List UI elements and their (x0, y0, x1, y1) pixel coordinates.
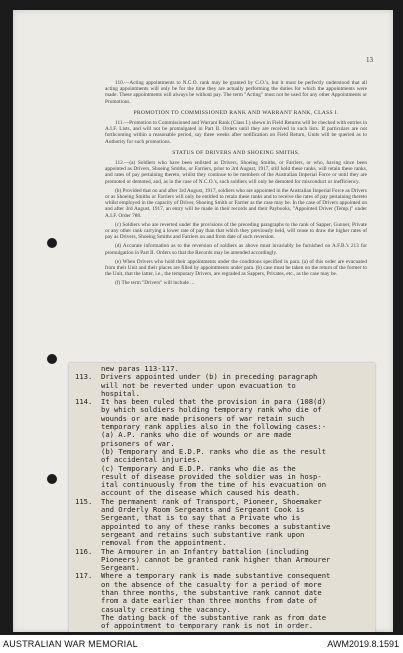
typed-line-number (75, 514, 101, 522)
typed-line-number: 116. (75, 546, 93, 556)
typed-line-text: account of the disease which caused his death. (101, 489, 301, 498)
typed-line-text: Pioneers) cannot be granted rank higher than Armourer (101, 555, 331, 564)
punch-hole-icon (47, 238, 57, 248)
typed-line-text: It has been ruled that the provision in para (108(d) (101, 398, 327, 407)
typed-line-text: ital continuously from the time of his evacuation on (101, 481, 327, 490)
typed-line-number (75, 423, 101, 431)
typed-line (75, 465, 369, 473)
paragraph-111: 111.—Promotion to Commissioned and Warrant Rank (Class I.) shewn in Field Returns will be checked with entries in A.I.F. Lists, and will not be promulgated in Part II. Orders until they are received in such lists. If particulars are not forthcoming within a reasonable period, say three weeks after notification on Field Return, Units will be queried as to Authority for such promotions. (105, 120, 367, 145)
footer-institution: AUSTRALIAN WAR MEMORIAL (3, 639, 138, 649)
paragraph-112a: 112.—(a) Soldiers who have been enlisted as Drivers, Shoeing Smiths, or Farriers, or who, having since been appointed as Drivers, Shoeing Smiths, or Farriers, prior to 3rd August, 1917, still hold these ranks, will retain these ranks, and rates of pay pertaining thereto, whilst they continue to be members of the Australian Imperial Force or until they are promoted or demoted, and, as in the case of N.C.O.'s, such soldiers will only be demoted for misconduct or inefficiency. (105, 160, 367, 185)
typed-line (75, 498, 369, 506)
typed-line-number (75, 589, 101, 597)
typed-line-text: prisoners of war. (101, 439, 175, 448)
typed-line-text: appointed to any of these ranks becomes a substantive (101, 522, 331, 531)
typed-line (75, 415, 369, 423)
typed-line-text: The permanent rank of Transport, Pioneer, Shoemaker (101, 497, 322, 506)
typed-line (75, 572, 369, 580)
typed-line-text: of appointment to temporary rank is not in order. (101, 622, 314, 631)
typed-line-number (75, 606, 101, 614)
paragraph-112c: (c) Soldiers who are reverted under the provisions of the preceding paragraphs to the rank of Sapper, Gunner, Private or any other rank carrying a lower rate of pay than that which they previously held, will cease to draw the higher rates of pay as Drivers, Shoeing Smiths and Farriers on and from date of such reversion. (105, 221, 367, 241)
typed-line-number: 115. (75, 496, 93, 506)
typed-line-text: result of disease provided the soldier was in hosp- (101, 472, 322, 481)
typed-line-number (75, 614, 101, 622)
typed-line-text: hospital. (101, 389, 140, 398)
typed-line-text: sergeant and retains such substantive rank upon (101, 530, 305, 539)
footer-accession-number: AWM2019.8.1591 (327, 639, 399, 649)
typed-line-number: 117. (75, 571, 93, 581)
typed-line (75, 473, 369, 481)
typed-line-number (75, 465, 101, 473)
typed-line-number (75, 473, 101, 481)
typed-line-text: wounds or are made prisoners of war retain such (101, 414, 305, 423)
typed-line (75, 614, 369, 622)
page-number: 13 (366, 56, 373, 64)
typed-line-number (75, 622, 101, 630)
typed-line-number (75, 506, 101, 514)
typed-line-number (75, 456, 101, 464)
typed-line-number: 113. (75, 372, 93, 382)
typed-line-number (75, 415, 101, 423)
typed-line-number (75, 581, 101, 589)
paragraph-112d: (d) Accurate information as to the reversion of soldiers as above must invariably be furnished on A.F.B.'s 213 for promulgation in Part II. Orders so that the Records may be amended accordingly. (105, 243, 367, 256)
typed-line-number (75, 448, 101, 456)
typed-line (75, 373, 369, 381)
typed-line (75, 531, 369, 539)
typed-line-number (75, 440, 101, 448)
paragraph-112f: (f) The term "Drivers" will include ... (115, 280, 195, 287)
typed-line-text: (c) Temporary and E.D.P. ranks who die as the (101, 464, 296, 473)
typed-line-text: will not be reverted under upon evacuation to (101, 381, 296, 390)
typed-line (75, 564, 369, 572)
typed-line (75, 556, 369, 564)
typed-line-text: and Orderly Room Sergeants and Sergeant Cook is (101, 506, 305, 515)
paragraph-112e: (e) When Drivers who hold their appointments under the conditions specified in para. (a) of this order are evacuated from their Unit and their places are filled by appointments under para. (b) case must be taken on the return of the former to the Unit, that the latter, i.e., the temporary Drivers, are regraded as Sappers, Privates, etc., as the case may be. (105, 258, 367, 278)
typed-line-number (75, 406, 101, 414)
typed-line (75, 523, 369, 531)
typed-line (75, 597, 369, 605)
typed-line (75, 606, 369, 614)
typed-line-text: on the absence of the casualty for a period of more (101, 580, 322, 589)
typed-line-text: The dating back of the substantive rank as from date (101, 613, 327, 622)
typed-line-number (75, 597, 101, 605)
typed-line-text: than three months, the substantive rank cannot date (101, 589, 322, 598)
typed-line-text: Sergeant. (101, 564, 140, 573)
typed-line (75, 589, 369, 597)
footer-bar (0, 635, 403, 653)
printed-text-block (105, 80, 367, 290)
typed-line (75, 398, 369, 406)
typed-line-text: temporary rank applies also in the following cases:- (101, 423, 327, 432)
typed-line-text: Drivers appointed under (b) in preceding paragraph (101, 373, 318, 382)
typed-line-number (75, 431, 101, 439)
typed-line (75, 365, 369, 373)
typed-line-text: (b) Temporary and E.D.P. ranks who die as the result (101, 447, 327, 456)
typed-line (75, 448, 369, 456)
typed-line-text: (a) A.P. ranks who die of wounds or are made (101, 431, 292, 440)
typed-line (75, 390, 369, 398)
typed-line-text: from a date earlier than three months from date of (101, 597, 318, 606)
typed-line-number (75, 523, 101, 531)
typed-line (75, 539, 369, 547)
typed-line-text: casualty creating the vacancy. (101, 605, 231, 614)
punch-hole-icon (47, 354, 57, 364)
typed-line-text: new paras 113-117. (101, 365, 179, 373)
typed-line (75, 440, 369, 448)
document-page (13, 10, 393, 632)
heading-drivers: STATUS OF DRIVERS AND SHOEING SMITHS. (172, 149, 300, 156)
paragraph-110: 110.—Acting appointments to N.C.O. rank may be granted by C.O.'s, but it must be perfectly understood that all acting appointments will only be for the time they are actually performing the duties for which the appointments were made. These appointments will always be without pay. The term "Acting" must not be used for any other Appointments or Promotions. (105, 80, 367, 105)
typed-line (75, 382, 369, 390)
heading-promotion: PROMOTION TO COMMISSIONED RANK AND WARRANT RANK, CLASS I. (133, 109, 339, 116)
typed-line-text: The Armourer in an Infantry battalion (including (101, 547, 309, 556)
typed-line-number (75, 531, 101, 539)
typed-line (75, 423, 369, 431)
paragraph-112b: (b) Provided that on and after 3rd August, 1917, soldiers who are appointed in the Australian Imperial Force as Drivers or as Shoeing Smiths or Farriers will only be entitled to retain these ranks and to receive the rates of pay pertaining thereto whilst employed in the capacity of Driver, Shoeing Smith or Farrier as the case may be. In the case of Drivers appointed on and after 3rd August, 1917, an entry will be made in their records and their Paybooks, "Appointed Driver (Temp.)" under A.I.F. Order 788. (105, 187, 367, 219)
typed-line-number (75, 481, 101, 489)
typed-line-text: removal from the appointment. (101, 539, 227, 548)
punch-hole-icon (47, 474, 57, 484)
typed-line (75, 481, 369, 489)
typed-line (75, 514, 369, 522)
typed-line (75, 622, 369, 630)
typed-line (75, 548, 369, 556)
typed-line-text: of accidental injuries. (101, 456, 201, 465)
typed-line (75, 506, 369, 514)
typed-line-number: 114. (75, 397, 93, 407)
typed-line (75, 406, 369, 414)
typed-line (75, 581, 369, 589)
typed-line-number (75, 382, 101, 390)
typed-line (75, 431, 369, 439)
typed-line (75, 489, 369, 497)
pasted-typed-amendment (69, 363, 375, 632)
typed-line-text: Where a temporary rank is made substantive consequent (101, 572, 331, 581)
typed-line-number (75, 556, 101, 564)
typed-line-text: Sergeant, that is to say that a Private who is (101, 514, 301, 523)
typed-line-text: by which soldiers holding temporary rank who die of (101, 406, 322, 415)
typed-line (75, 456, 369, 464)
